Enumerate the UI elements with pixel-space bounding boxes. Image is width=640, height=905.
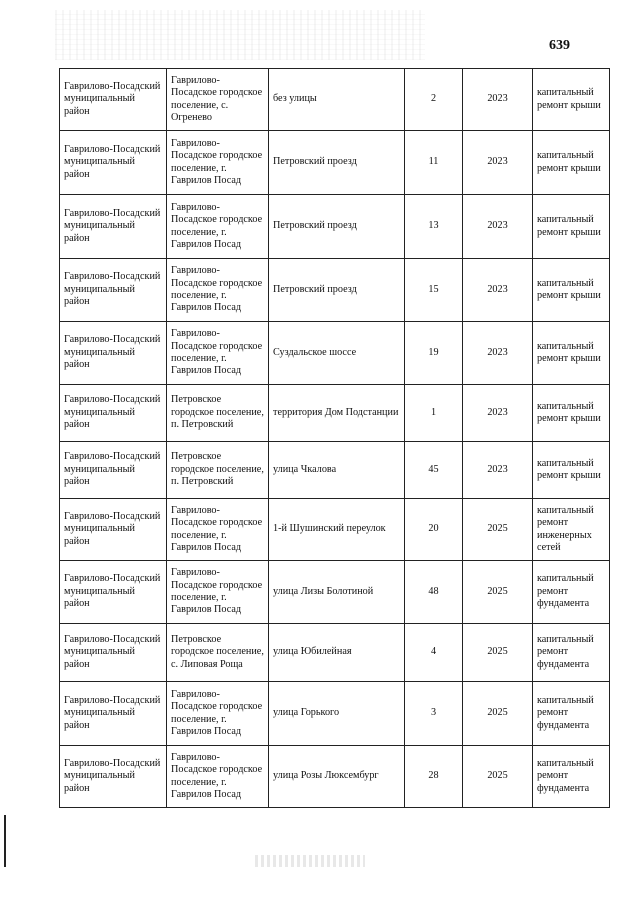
table-row: [60, 69, 610, 131]
cell-house-number: 45: [405, 442, 463, 499]
cell-district: Гаврилово-Посадский муниципальный район: [60, 69, 167, 131]
footer-smudge: [255, 855, 365, 867]
cell-district: Гаврилово-Посадский муниципальный район: [60, 385, 167, 442]
cell-district: Гаврилово-Посадский муниципальный район: [60, 195, 167, 259]
cell-settlement: Гаврилово-Посадское городское поселение, с. Огренево: [167, 69, 269, 131]
cell-settlement: Гаврилово-Посадское городское поселение, г. Гаврилов Посад: [167, 682, 269, 746]
table-row: [60, 195, 610, 259]
table-row: [60, 624, 610, 682]
cell-settlement: Петровское городское поселение, п. Петровский: [167, 385, 269, 442]
cell-street: улица Чкалова: [269, 442, 405, 499]
table-row: [60, 499, 610, 561]
cell-settlement: Гаврилово-Посадское городское поселение, г. Гаврилов Посад: [167, 131, 269, 195]
cell-house-number: 3: [405, 682, 463, 746]
cell-settlement: Петровское городское поселение, п. Петровский: [167, 442, 269, 499]
table-row: [60, 131, 610, 195]
cell-year: 2025: [463, 746, 533, 808]
cell-district: Гаврилово-Посадский муниципальный район: [60, 131, 167, 195]
cell-house-number: 19: [405, 322, 463, 385]
cell-settlement: Петровское городское поселение, с. Липовая Роща: [167, 624, 269, 682]
cell-house-number: 28: [405, 746, 463, 808]
cell-district: Гаврилово-Посадский муниципальный район: [60, 561, 167, 624]
cell-work-type: капитальный ремонт фундамента: [533, 624, 610, 682]
cell-year: 2025: [463, 624, 533, 682]
repair-program-table: [59, 68, 610, 808]
cell-house-number: 2: [405, 69, 463, 131]
cell-work-type: капитальный ремонт фундамента: [533, 682, 610, 746]
cell-street: Петровский проезд: [269, 131, 405, 195]
cell-settlement: Гаврилово-Посадское городское поселение, г. Гаврилов Посад: [167, 259, 269, 322]
cell-year: 2023: [463, 385, 533, 442]
cell-street: улица Розы Люксембург: [269, 746, 405, 808]
cell-district: Гаврилово-Посадский муниципальный район: [60, 259, 167, 322]
cell-district: Гаврилово-Посадский муниципальный район: [60, 322, 167, 385]
cell-year: 2023: [463, 322, 533, 385]
cell-house-number: 48: [405, 561, 463, 624]
cell-settlement: Гаврилово-Посадское городское поселение, г. Гаврилов Посад: [167, 195, 269, 259]
cell-street: без улицы: [269, 69, 405, 131]
cell-house-number: 11: [405, 131, 463, 195]
cell-work-type: капитальный ремонт фундамента: [533, 561, 610, 624]
cell-district: Гаврилово-Посадский муниципальный район: [60, 682, 167, 746]
cell-settlement: Гаврилово-Посадское городское поселение, г. Гаврилов Посад: [167, 499, 269, 561]
cell-work-type: капитальный ремонт крыши: [533, 385, 610, 442]
cell-house-number: 4: [405, 624, 463, 682]
cell-street: улица Юбилейная: [269, 624, 405, 682]
table-row: [60, 385, 610, 442]
cell-street: Петровский проезд: [269, 195, 405, 259]
cell-street: улица Лизы Болотиной: [269, 561, 405, 624]
cell-work-type: капитальный ремонт крыши: [533, 322, 610, 385]
table-row: [60, 746, 610, 808]
cell-district: Гаврилово-Посадский муниципальный район: [60, 499, 167, 561]
cell-district: Гаврилово-Посадский муниципальный район: [60, 624, 167, 682]
cell-work-type: капитальный ремонт инженерных сетей: [533, 499, 610, 561]
cell-settlement: Гаврилово-Посадское городское поселение, г. Гаврилов Посад: [167, 561, 269, 624]
table-row: [60, 322, 610, 385]
cell-street: Петровский проезд: [269, 259, 405, 322]
cell-year: 2023: [463, 442, 533, 499]
cell-settlement: Гаврилово-Посадское городское поселение, г. Гаврилов Посад: [167, 322, 269, 385]
scan-noise: [55, 10, 425, 60]
table-body: [60, 69, 610, 808]
cell-house-number: 1: [405, 385, 463, 442]
table-row: [60, 442, 610, 499]
cell-street: территория Дом Подстанции: [269, 385, 405, 442]
cell-district: Гаврилово-Посадский муниципальный район: [60, 442, 167, 499]
table-row: [60, 259, 610, 322]
cell-house-number: 20: [405, 499, 463, 561]
cell-year: 2025: [463, 499, 533, 561]
cell-work-type: капитальный ремонт крыши: [533, 259, 610, 322]
cell-year: 2023: [463, 131, 533, 195]
cell-year: 2025: [463, 682, 533, 746]
cell-settlement: Гаврилово-Посадское городское поселение, г. Гаврилов Посад: [167, 746, 269, 808]
cell-year: 2023: [463, 69, 533, 131]
cell-street: Суздальское шоссе: [269, 322, 405, 385]
scan-edge-mark: [4, 815, 6, 867]
cell-work-type: капитальный ремонт фундамента: [533, 746, 610, 808]
cell-work-type: капитальный ремонт крыши: [533, 69, 610, 131]
cell-year: 2025: [463, 561, 533, 624]
cell-district: Гаврилово-Посадский муниципальный район: [60, 746, 167, 808]
page-number: 639: [549, 38, 570, 53]
cell-house-number: 15: [405, 259, 463, 322]
cell-work-type: капитальный ремонт крыши: [533, 131, 610, 195]
table-row: [60, 682, 610, 746]
cell-street: улица Горького: [269, 682, 405, 746]
cell-year: 2023: [463, 195, 533, 259]
cell-work-type: капитальный ремонт крыши: [533, 442, 610, 499]
cell-house-number: 13: [405, 195, 463, 259]
cell-year: 2023: [463, 259, 533, 322]
table-row: [60, 561, 610, 624]
cell-work-type: капитальный ремонт крыши: [533, 195, 610, 259]
cell-street: 1-й Шушинский переулок: [269, 499, 405, 561]
